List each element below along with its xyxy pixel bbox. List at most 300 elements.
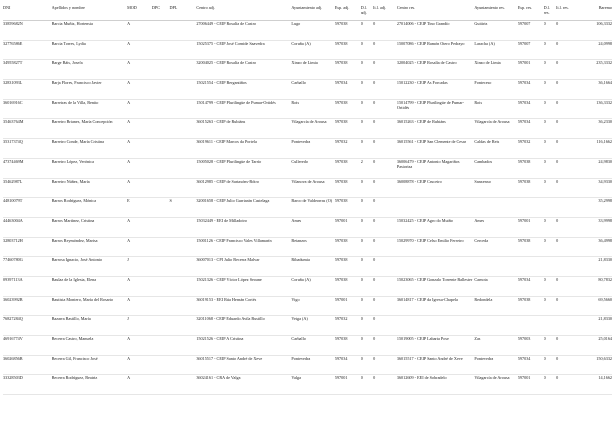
cell-esp-adj: 597038 [334,119,348,125]
cell-baremo: 106,3332 [596,21,612,26]
cell-dpc [152,40,170,60]
cell-dl-res: 0 [543,80,546,86]
cell-dl-adj: 0 [360,178,363,184]
cell-dpl [169,217,196,237]
header-itl-adj: It.l. adj. [373,5,387,10]
cell-baremo: 235,3332 [596,60,612,66]
table-row [3,276,612,296]
cell-centro-res [397,316,475,336]
cell-dni: 32776586E [3,40,23,46]
cell-centro-res: 15012230 - CEIP As Forcadas [396,80,448,86]
cell-dpc [152,60,170,80]
cell-centro-adj: 15025375 - CEIP José Cornide Saavedra [196,40,265,46]
cell-ayto-adj: Carballo [291,336,306,341]
cell-centro-adj: 36012985 - CEIP de Sartaxóns-Bóiro [196,178,259,184]
cell-baremo: 36,4998 [598,237,612,243]
cell-ayto-res: Guitiriz [474,21,488,26]
cell-itl-adj: 0 [373,237,376,243]
cell-centro-res: 36008878 - CEIP Cruceiro [396,178,442,184]
cell-mod: A [127,80,131,86]
cell-dl-adj: 0 [360,276,363,282]
cell-baremo: 136,3332 [596,99,612,105]
table-row [3,355,612,375]
header-esp-res: Esp. res. [517,5,533,10]
cell-dpl [169,316,196,336]
cell-ayto-res [474,257,517,277]
cell-itl-res: 0 [556,139,559,145]
cell-itl-adj: 0 [373,80,376,86]
cell-dl-adj: 0 [360,119,363,125]
cell-name: Barreiro Brianes, María Concepción [51,119,113,125]
cell-name: Baulaz de la Iglesia, Elena [51,276,97,282]
cell-name: Barcia Torres, Lydia [51,40,86,46]
cell-dl-adj: 0 [360,21,363,26]
cell-centro-res: 36015561 - CEIP San Clemente de Cesar [396,139,467,145]
header-esp-adj: Esp. adj. [334,5,350,10]
cell-centro-adj: 15021326 - CEIP Víctor López Seoane [196,276,262,282]
cell-dpc [152,139,170,159]
cell-centro-adj: 27006449 - CEIP Rosalía de Castro [196,21,257,26]
cell-itl-res: 0 [556,119,559,125]
cell-baremo: 14,1662 [598,375,612,381]
cell-baremo: 80,7832 [598,276,612,282]
cell-dpc [152,99,170,119]
cell-centro-adj: 15014799 - CEIP Plurilingüe de Pumar-Ortidés [196,99,276,105]
table-row [3,237,612,257]
cell-dpc [152,276,170,296]
header-ayto-adj: Ayuntamiento adj. [291,5,323,10]
cell-name: Bautista Montero, María del Rosario [51,296,114,302]
cell-mod: A [127,21,131,26]
cell-ayto-adj: Veiga (A) [291,316,308,322]
cell-name: Barreiro Núñez, María [51,178,90,184]
cell-dni: 09397113A [3,276,23,282]
cell-mod: A [127,276,131,282]
cell-dpl [169,60,196,80]
header-name: Apellidos y nombre [51,5,85,10]
cell-dl-adj: 0 [360,40,363,46]
cell-centro-res: 15023065 - CEIP Gonzalo Torrente Ballester [396,276,473,282]
assignments-table [3,5,612,395]
cell-itl-adj: 0 [373,375,376,381]
cell-baremo: 33,9998 [598,217,612,223]
cell-itl-adj: 0 [373,21,376,26]
cell-esp-res: 597001 [517,60,531,66]
cell-ayto-res: Rois [474,99,483,105]
cell-dpc [152,80,170,100]
cell-name: Becerra Gil, Francisco José [51,355,98,361]
cell-esp-res: 597007 [517,21,531,26]
cell-esp-res: 597038 [517,178,531,184]
cell-esp-res: 597001 [517,375,531,381]
cell-dpl [169,80,196,100]
cell-ayto-res: Vilagarcía de Arousa [474,375,510,381]
cell-esp-adj: 597038 [334,21,348,26]
cell-ayto-res: Caldas de Reis [474,139,500,145]
header-itl-res: It.l. res. [556,5,569,10]
cell-dl-res: 0 [543,375,546,381]
cell-name: Becerra Castro, Manuela [51,336,94,341]
cell-dpl [169,158,196,178]
cell-name: Barreiras de la Villa, Benito [51,99,99,105]
cell-centro-adj: 15032449 - EEI de Milladoiro [196,217,248,223]
cell-dpl [169,355,196,375]
cell-ayto-adj: Ribadumia [291,257,310,263]
cell-ayto-res: Xinzo de Limia [474,60,501,66]
cell-itl-adj: 0 [373,296,376,302]
cell-itl-res: 0 [556,375,559,381]
cell-ayto-adj: Vilagarcía de Arousa [291,119,327,125]
cell-esp-adj: 597038 [334,257,348,263]
cell-centro-res: 15014799 - CEIP Plurilingüe de Pumar-Ortidés [396,99,464,110]
cell-itl-res: 0 [556,99,559,105]
cell-dl-adj: 0 [360,237,363,243]
cell-centro-res: 27014006 - CEIP Tino Grandío [396,21,450,26]
cell-dl-res: 0 [543,178,546,184]
cell-itl-adj: 0 [373,40,376,46]
cell-baremo: 24,0998 [598,40,612,46]
cell-dl-adj: 2 [360,158,363,164]
cell-ayto-adj: Betanzos [291,237,307,243]
cell-dni: 32803712H [3,237,23,243]
cell-dl-res: 0 [543,276,546,282]
cell-dpl [169,237,196,257]
cell-centro-res [397,257,475,277]
cell-itl-adj: 0 [373,139,376,145]
cell-ayto-res: Zas [474,336,481,341]
cell-itl-res: 0 [556,217,559,223]
cell-dl-res: 0 [543,40,546,46]
cell-dni: 44463004A [3,217,23,223]
cell-dpc [152,21,170,41]
header-dpc: DPC [151,5,161,10]
cell-dl-res: 0 [543,336,546,341]
cell-dl-res [544,198,556,218]
cell-esp-adj: 597038 [334,40,348,46]
cell-esp-adj: 597038 [334,158,348,164]
cell-itl-res: 0 [556,40,559,46]
cell-ayto-res: Ames [474,217,485,223]
cell-ayto-adj: Carballo [291,80,306,86]
cell-mod: A [127,375,131,381]
cell-dl-adj: 0 [360,99,363,105]
cell-dpc [152,119,170,139]
cell-mod: A [127,99,131,105]
cell-esp-res: 597003 [517,336,531,341]
header-centro-adj: Centro adj. [196,5,215,10]
cell-esp-adj: 597038 [334,60,348,66]
cell-dl-res: 0 [543,217,546,223]
cell-itl-res: 0 [556,355,559,361]
cell-dl-adj: 0 [360,80,363,86]
cell-esp-res: 597001 [517,217,531,223]
cell-centro-adj: 15021526 - CEIP A Cristina [196,336,244,341]
cell-ayto-res: Redondela [474,296,493,302]
cell-esp-res [518,198,544,218]
cell-centro-adj: 15005028 - CEIP Plurilingüe de Tarrío [196,158,262,164]
cell-ayto-adj: Vilanova de Arousa [291,178,325,184]
cell-dni: 35317374Q [3,139,23,145]
cell-centro-adj: 36024161 - CRA de Valga [196,375,241,381]
cell-mod: A [127,60,131,66]
cell-centro-adj: 15001126 - CEIP Francisco Vales Villamarín [196,237,272,243]
cell-baremo: 35,2998 [598,198,612,204]
cell-esp-res: 597034 [517,119,531,125]
cell-ayto-adj: Lugo [291,21,301,26]
cell-itl-adj: 0 [373,178,376,184]
cell-centro-adj: 15021554 - CEIP Bergantiños [196,80,247,86]
header-dl-adj: D.l. adj. [360,5,367,16]
cell-mod: E [127,198,130,204]
cell-itl-res: 0 [556,21,559,26]
cell-itl-adj: 0 [373,60,376,66]
cell-centro-res: 36015517 - CEIP Santo André de Xeve [396,355,463,361]
cell-mod: A [127,158,131,164]
cell-dl-res: 0 [543,237,546,243]
cell-ayto-adj: Vigo [291,296,300,302]
table-row [3,296,612,316]
cell-dl-res: 0 [543,158,546,164]
table-row [3,158,612,178]
cell-esp-res: 597034 [517,80,531,86]
cell-itl-res: 0 [556,178,559,184]
cell-mod: A [127,217,131,223]
cell-esp-res [518,316,544,336]
cell-centro-res: 36015263 - CEIP de Rubiáns [396,119,446,125]
cell-ayto-res: Cambados [474,158,493,164]
cell-esp-res: 597034 [517,276,531,282]
cell-centro-adj: 36019611 - CEIP Marcos da Portela [196,139,257,145]
cell-dl-adj: 0 [360,316,363,322]
cell-itl-res: 0 [556,276,559,282]
cell-baremo: 34,9330 [598,178,612,184]
table-row [3,178,612,198]
cell-name: Barcia Muñiz, Hortensia [51,21,93,26]
cell-ayto-res [474,198,517,218]
cell-mod: A [127,119,131,125]
cell-dl-adj: 0 [360,60,363,66]
cell-itl-res: 0 [556,336,559,341]
cell-itl-adj: 0 [373,119,376,125]
cell-baremo: 24,9830 [598,158,612,164]
header-dl-res: D.l. res. [543,5,550,16]
cell-ayto-res [474,316,517,336]
cell-itl-res: 0 [556,60,559,66]
cell-esp-res [518,257,544,277]
header-mod: MOD [127,5,137,10]
cell-dl-adj: 0 [360,355,363,361]
cell-ayto-adj: Rois [291,99,300,105]
cell-dni: 33859682N [3,21,23,26]
cell-ayto-adj: Barco de Valdeorras (O) [291,198,333,204]
cell-name: Barros Reymóndez, Marisa [51,237,98,243]
cell-dpc [152,375,170,395]
cell-centro-res: 32004025 - CEIP Rosalía de Castro [396,60,457,66]
table-header [3,5,612,21]
table-row [3,198,612,218]
cell-baremo: 21,8330 [598,316,612,322]
cell-mod: A [127,296,131,302]
cell-name: Becerra Rodríguez, Beatriz [51,375,98,381]
cell-baremo: 150,6332 [596,355,612,361]
header-row [3,5,612,21]
cell-dpl [169,276,196,296]
cell-name: Barros Martínez, Cristina [51,217,95,223]
cell-baremo: 116,1662 [596,139,612,145]
cell-dl-adj: 0 [360,217,363,223]
cell-dni: 35462987L [3,178,23,184]
cell-ayto-adj: Xinzo de Limia [291,60,318,66]
cell-dl-adj: 0 [360,296,363,302]
cell-dl-res: 0 [543,296,546,302]
cell-esp-adj: 597038 [334,336,348,341]
cell-dni: 32831093L [3,80,23,86]
cell-itl-adj: 0 [373,217,376,223]
cell-itl-adj: 0 [373,355,376,361]
cell-mod: A [127,178,131,184]
cell-dl-res: 0 [543,139,546,145]
cell-esp-adj: 597034 [334,80,348,86]
cell-dpl [169,375,196,395]
cell-dni: 46916774V [3,336,23,341]
cell-dpl [169,139,196,159]
cell-dl-res: 0 [543,99,546,105]
cell-esp-res: 597034 [517,355,531,361]
table-row [3,139,612,159]
cell-centro-res: 15029970 - CEIP Celso Emilio Ferreiro [396,237,464,243]
cell-itl-res: 0 [556,80,559,86]
cell-ayto-res: Cerceda [474,237,489,243]
cell-esp-res: 597007 [517,40,531,46]
cell-itl-adj: 0 [373,158,376,164]
cell-esp-adj: 597032 [334,139,348,145]
cell-itl-res: 0 [556,158,559,164]
cell-itl-res: 0 [556,296,559,302]
cell-ayto-adj: Valga [291,375,301,381]
cell-dl-adj: 0 [360,257,363,263]
table-row [3,99,612,119]
cell-dpl [169,40,196,60]
cell-name: Bazarra Bastillo, María [51,316,91,322]
cell-dpc [152,355,170,375]
table-row [3,60,612,80]
cell-dpl [169,119,196,139]
cell-dl-adj: 0 [360,198,363,204]
table-row [3,217,612,237]
cell-dpc [152,217,170,237]
cell-baremo: 21,8330 [598,257,612,263]
cell-esp-adj: 597038 [334,198,348,204]
table-row [3,375,612,395]
cell-dl-res [544,316,556,336]
header-ayto-res: Ayuntamiento res. [474,5,505,10]
cell-centro-res: 36014817 - CEIP da Igrexa-Chapela [396,296,458,302]
cell-ayto-res: Sanxenxo [474,178,491,184]
table-row [3,80,612,100]
cell-baremo: 36,2330 [598,119,612,125]
cell-dpc [152,336,170,356]
cell-dni: 44810079T [3,198,23,204]
cell-esp-adj: 597038 [334,276,348,282]
cell-dpc [152,198,170,218]
cell-ayto-res: Pontevedra [474,355,494,361]
cell-ayto-res: Fonteceso [474,80,492,86]
cell-centro-res: 36012609 - EEI de Sobradelo [396,375,447,381]
cell-dl-res: 0 [543,355,546,361]
cell-dpl [169,336,196,356]
cell-dl-res: 0 [543,119,546,125]
table-row [3,40,612,60]
header-dpl: DPL [169,5,178,10]
cell-mod: J [127,316,129,322]
cell-ayto-adj: Culleredo [291,158,308,164]
cell-esp-adj: 597032 [334,316,348,322]
cell-baremo: 69,5660 [598,296,612,302]
cell-esp-adj: 597038 [334,99,348,105]
cell-esp-adj: 597001 [334,296,348,302]
cell-esp-res: 597032 [517,139,531,145]
header-centro-res: Centro res. [396,5,416,10]
cell-itl-adj: 0 [373,316,376,322]
cell-dni: 76827284Q [3,316,23,322]
table-body [3,21,612,395]
cell-dpl [169,99,196,119]
cell-ayto-res: Laracha (A) [474,40,495,46]
table-row [3,21,612,41]
cell-itl-res [556,316,579,336]
cell-ayto-adj: Pontevedra [291,139,311,145]
cell-dni: 77460780G [3,257,23,263]
cell-mod: J [127,257,129,263]
cell-ayto-adj: Coruña (A) [291,276,311,282]
cell-centro-adj: 36015263 - CEIP de Rubiáns [196,119,246,125]
cell-esp-adj: 597001 [334,217,348,223]
cell-centro-adj: 36007013 - CPI Julio Becerra Malvar [196,257,260,263]
cell-ayto-adj: Coruña (A) [291,40,311,46]
cell-centro-res: 15032425 - CEIP Agro do Muiño [396,217,453,223]
cell-mod: A [127,139,131,145]
cell-name: Barreiro Conde, María Cristina [51,139,104,145]
cell-dpc [152,316,170,336]
cell-name: Barreiro López, Verónica [51,158,94,164]
cell-name: Barrosa Ignacio, José Antonio [51,257,103,263]
cell-ayto-res: Carnota [474,276,488,282]
cell-dni: 36016916C [3,99,23,105]
cell-esp-res: 597038 [517,237,531,243]
cell-centro-res: 15019005 - CEIP Labarta Pose [396,336,449,341]
cell-dl-res [544,257,556,277]
cell-dl-res: 0 [543,60,546,66]
cell-baremo: 25,0164 [598,336,612,341]
cell-name: Barja Flores, Francisco Javier [51,80,102,86]
cell-dl-res: 0 [543,21,546,26]
cell-ayto-adj: Ames [291,217,302,223]
cell-itl-res [556,257,579,277]
cell-baremo: 36,1664 [598,80,612,86]
header-dni: DNI [3,5,11,10]
cell-centro-adj: 32004025 - CEIP Rosalía de Castro [196,60,257,66]
cell-itl-res [556,198,579,218]
cell-dni: 36026856B [3,355,23,361]
cell-dpl [169,21,196,41]
table-row [3,336,612,356]
cell-dni: 36023992B [3,296,23,302]
cell-centro-res: 15007086 - CEIP Ramón Otero Pedrayo [396,40,465,46]
cell-mod: A [127,40,131,46]
cell-dpc [152,158,170,178]
cell-esp-adj: 597001 [334,375,348,381]
cell-ayto-adj: Pontevedra [291,355,311,361]
